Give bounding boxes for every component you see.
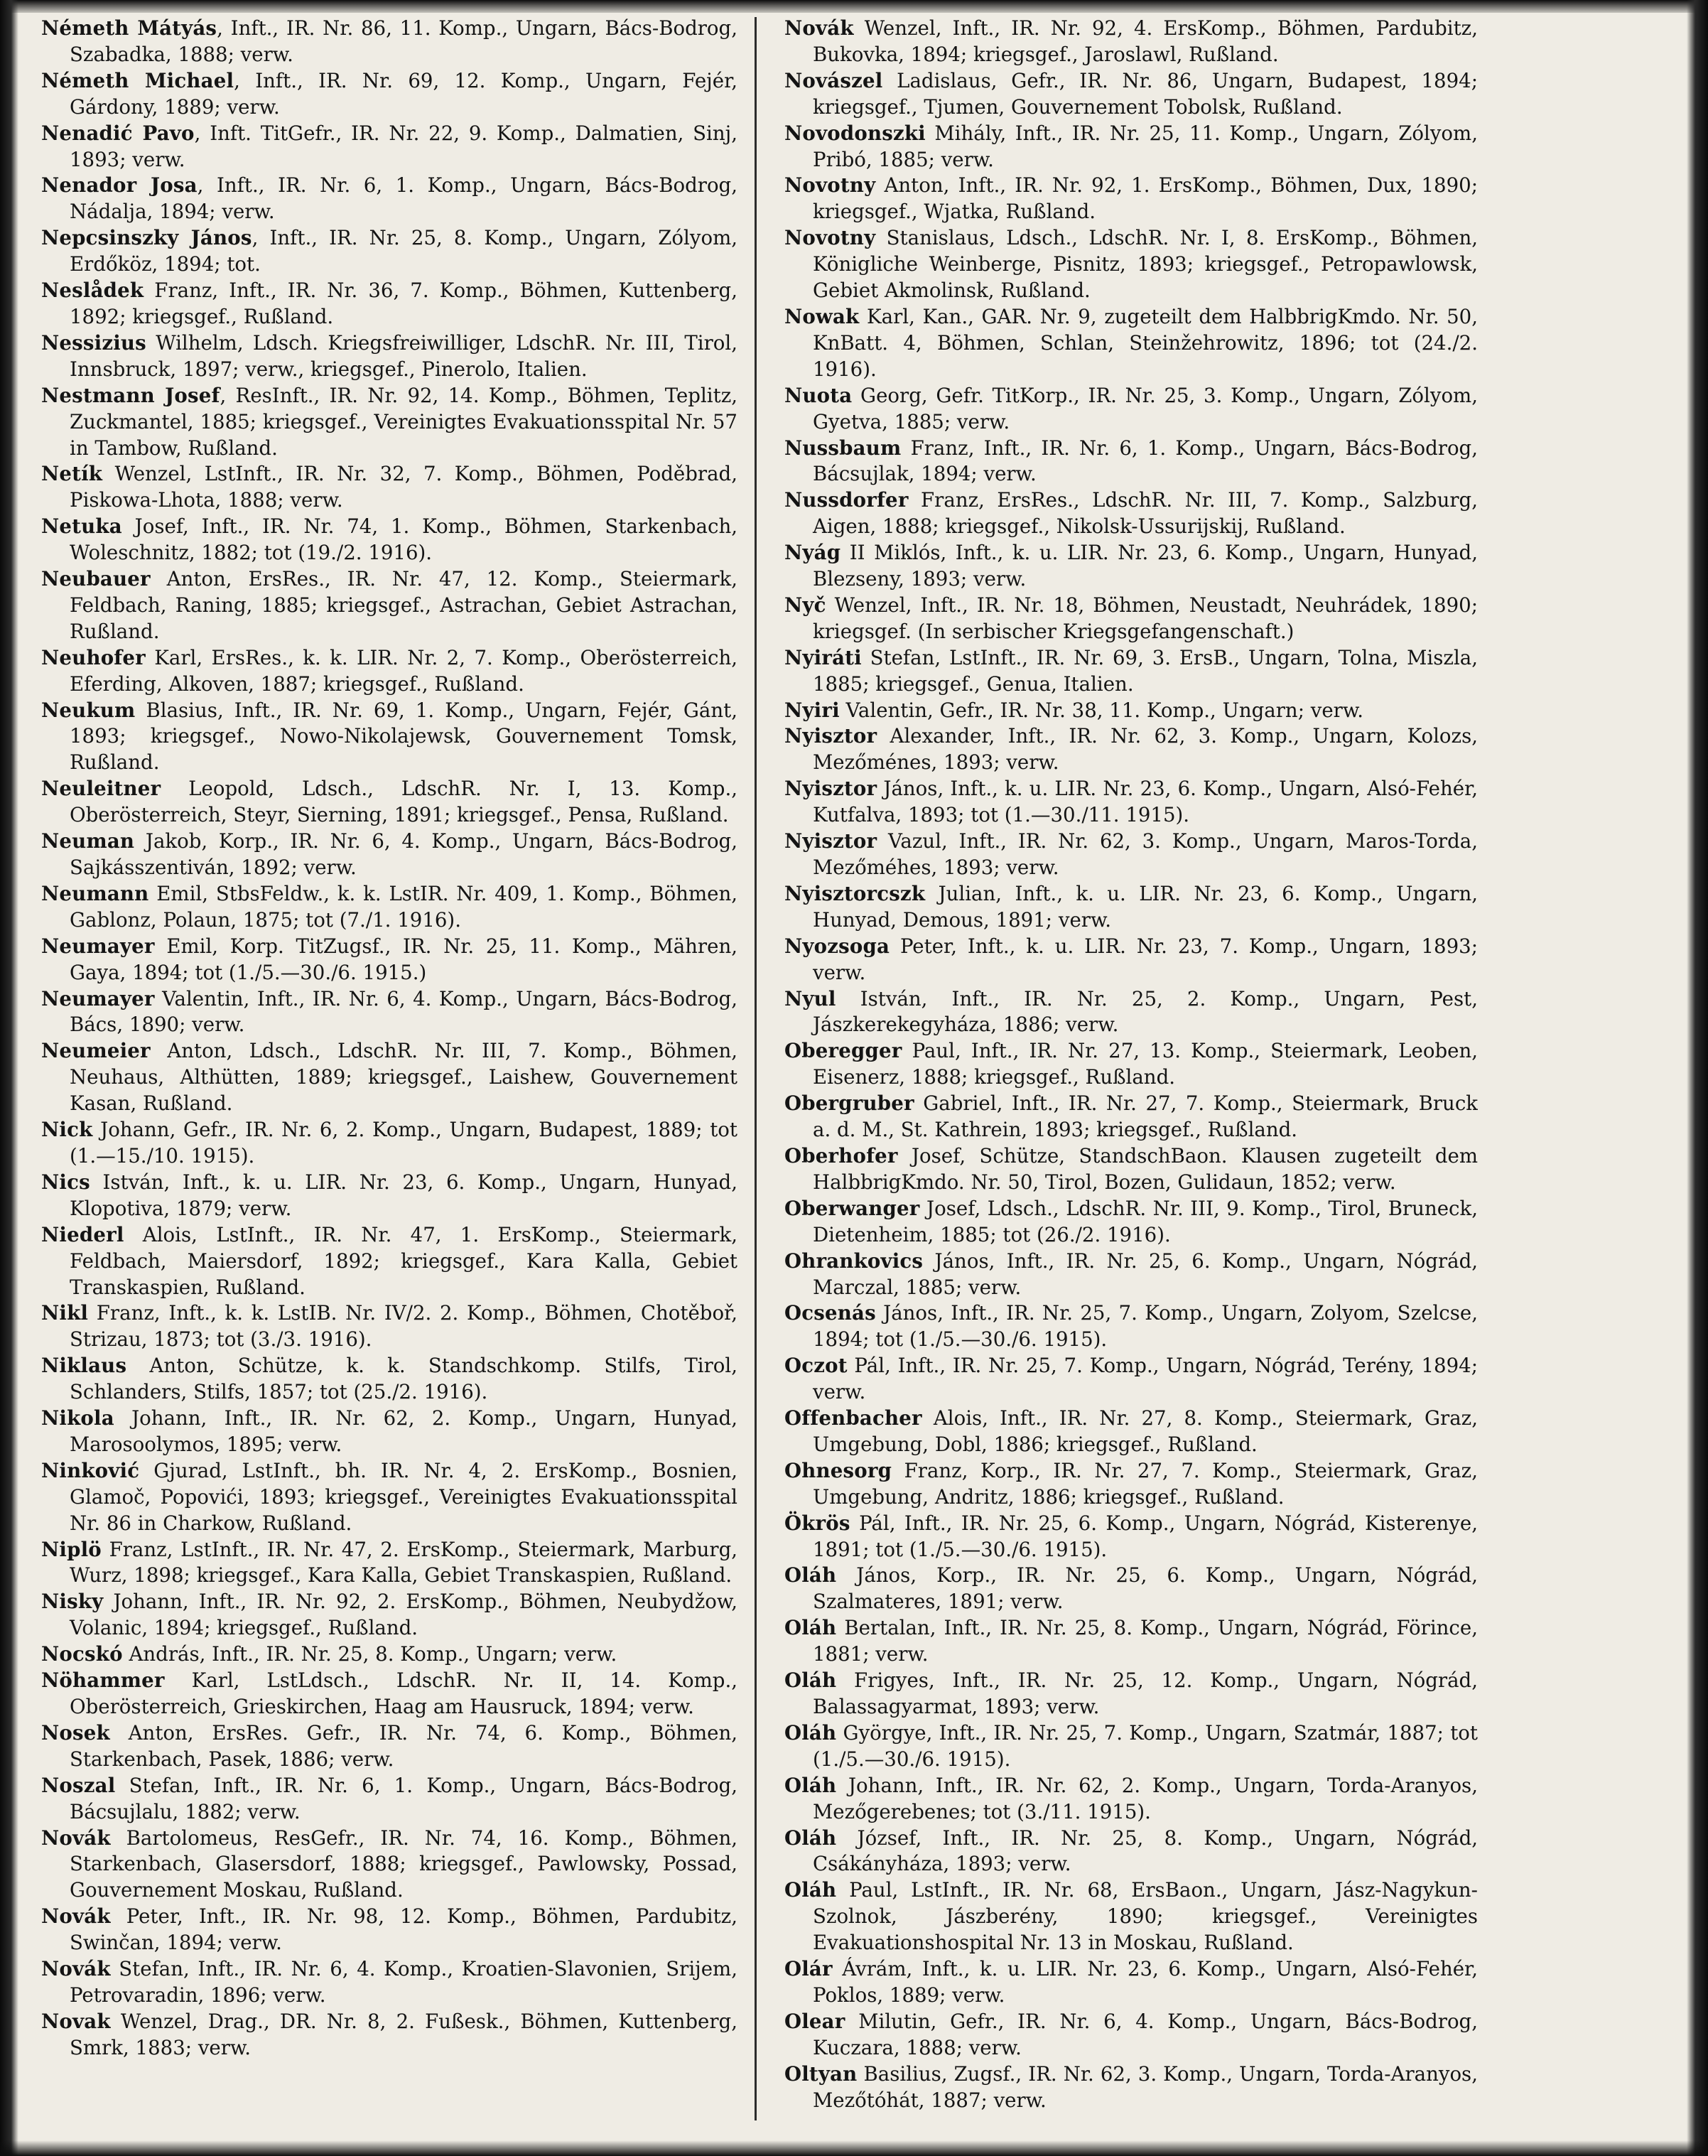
scan-edge-bottom (0, 2140, 1708, 2156)
entry-name: Novák (41, 1904, 111, 1929)
list-entry (784, 645, 1478, 698)
entry-detail: , Inft. TitGefr., IR. Nr. 22, 9. Komp., Dalmatien, Sinj, 1893; verw. (70, 121, 737, 171)
entry-name: Oláh (784, 1669, 837, 1693)
entry-detail: Anton, Ldsch., LdschR. Nr. III, 7. Komp., Böhmen, Neuhaus, Althütten, 1889; kriegsgef., Laishew, Gouvernement Kasan, Rußland. (70, 1039, 737, 1116)
entry-name: Oláh (784, 1826, 837, 1850)
entry-detail: Pál, Inft., IR. Nr. 25, 6. Komp., Ungarn, Nógrád, Kisterenye, 1891; tot (1./5.—30./6. 1915). (813, 1511, 1478, 1561)
list-entry (784, 881, 1478, 934)
entry-detail: Georg, Gefr. TitKorp., IR. Nr. 25, 3. Komp., Ungarn, Zólyom, Gyetva, 1885; verw. (813, 383, 1478, 433)
entry-detail: Milutin, Gefr., IR. Nr. 6, 4. Komp., Ungarn, Bács-Bodrog, Kuczara, 1888; verw. (813, 2009, 1478, 2059)
entry-name: Ninković (41, 1458, 140, 1482)
scan-edge-top (0, 0, 1708, 13)
entry-name: Ökrös (784, 1511, 850, 1535)
entry-detail: Johann, Inft., IR. Nr. 62, 2. Komp., Ungarn, Torda-Aranyos, Mezőgerebenes; tot (3./11. 1915). (813, 1773, 1478, 1823)
entry-detail: János, Korp., IR. Nr. 25, 6. Komp., Ungarn, Nógrád, Szalmateres, 1891; verw. (813, 1563, 1478, 1614)
list-entry (41, 461, 737, 514)
entry-detail: Stefan, Inft., IR. Nr. 6, 1. Komp., Ungarn, Bács-Bodrog, Bácsujlalu, 1882; verw. (70, 1773, 737, 1823)
list-entry (41, 698, 737, 777)
entry-name: Nenador Josa (41, 173, 198, 198)
entry-detail: Peter, Inft., k. u. LIR. Nr. 23, 7. Komp., Ungarn, 1893; verw. (813, 934, 1478, 984)
entry-detail: József, Inft., IR. Nr. 25, 8. Komp., Ungarn, Nógrád, Csákányháza, 1893; verw. (813, 1826, 1478, 1876)
entry-name: Novotny (784, 173, 876, 198)
entry-detail: Valentin, Gefr., IR. Nr. 38, 11. Komp., Ungarn; verw. (839, 698, 1363, 722)
entry-detail: Johann, Inft., IR. Nr. 92, 2. ErsKomp., Böhmen, Neubydžow, Volanic, 1894; kriegsgef., Rußland. (70, 1590, 737, 1640)
entry-name: Olár (784, 1957, 833, 1981)
entry-name: Novászel (784, 68, 883, 92)
entry-name: Németh Michael (41, 68, 234, 92)
entry-detail: Anton, ErsRes., IR. Nr. 47, 12. Komp., Steiermark, Feldbach, Raning, 1885; kriegsgef., Astrachan, Gebiet Astrachan, Rußland. (70, 567, 737, 643)
entry-name: Neumeier (41, 1039, 151, 1063)
list-entry (41, 566, 737, 645)
entry-name: Nepcsinszky János (41, 226, 252, 250)
entry-name: Olear (784, 2009, 845, 2033)
entry-name: Nyiri (784, 698, 840, 722)
entry-name: Nikl (41, 1301, 89, 1325)
list-entry (41, 383, 737, 462)
entry-detail: Mihály, Inft., IR. Nr. 25, 11. Komp., Ungarn, Zólyom, Pribó, 1885; verw. (813, 121, 1478, 171)
list-entry (41, 121, 737, 173)
entry-name: Noszal (41, 1773, 116, 1797)
list-entry (784, 1353, 1478, 1406)
list-entry (784, 593, 1478, 645)
list-entry (784, 1196, 1478, 1249)
list-entry (784, 1615, 1478, 1668)
entry-name: Nessizius (41, 330, 146, 355)
scan-edge-right (1687, 0, 1708, 2156)
list-entry (784, 829, 1478, 881)
entry-name: Nussdorfer (784, 488, 909, 512)
entry-name: Niederl (41, 1222, 124, 1246)
entry-detail: Anton, Inft., IR. Nr. 92, 1. ErsKomp., Böhmen, Dux, 1890; kriegsgef., Wjatka, Rußland. (813, 173, 1478, 224)
entry-detail: Wenzel, LstInft., IR. Nr. 32, 7. Komp., Böhmen, Poděbrad, Piskowa-Lhota, 1888; verw. (70, 462, 737, 512)
entry-detail: Stefan, Inft., IR. Nr. 6, 4. Komp., Kroatien-Slavonien, Srijem, Petrovaradin, 1896; verw. (70, 1957, 737, 2007)
entry-detail: Peter, Inft., IR. Nr. 98, 12. Komp., Böhmen, Pardubitz, Swinčan, 1894; verw. (70, 1904, 737, 1955)
entry-detail: , Inft., IR. Nr. 69, 12. Komp., Ungarn, Fejér, Gárdony, 1889; verw. (70, 68, 737, 119)
entry-name: Oláh (784, 1720, 837, 1745)
list-entry (784, 1249, 1478, 1301)
list-entry (784, 698, 1478, 724)
entry-name: Neuman (41, 829, 135, 853)
entry-name: Nuota (784, 383, 853, 407)
entry-detail: Franz, ErsRes., LdschR. Nr. III, 7. Komp., Salzburg, Aigen, 1888; kriegsgef., Nikolsk-Ussurijskij, Rußland. (813, 488, 1478, 539)
entry-detail: Wilhelm, Ldsch. Kriegsfreiwilliger, LdschR. Nr. III, Tirol, Innsbruck, 1897; verw., kriegsgef., Pinerolo, Italien. (70, 330, 737, 381)
entry-detail: Alexander, Inft., IR. Nr. 62, 3. Komp., Ungarn, Kolozs, Mezőménes, 1893; verw. (813, 724, 1478, 775)
list-entry (41, 1406, 737, 1458)
entry-name: Novak (41, 2009, 111, 2033)
entry-name: Nenadić Pavo (41, 121, 195, 145)
entry-name: Nyul (784, 986, 836, 1010)
list-entry (41, 1956, 737, 2009)
entry-name: Nyisztorcszk (784, 881, 926, 905)
list-entry (41, 934, 737, 986)
entry-detail: Franz, Korp., IR. Nr. 27, 7. Komp., Steiermark, Graz, Umgebung, Andritz, 1886; kriegsgef., Rußland. (813, 1458, 1478, 1509)
list-entry (41, 986, 737, 1039)
entry-detail: Frigyes, Inft., IR. Nr. 25, 12. Komp., Ungarn, Nógrád, Balassagyarmat, 1893; verw. (813, 1669, 1478, 1718)
entry-detail: Josef, Ldsch., LdschR. Nr. III, 9. Komp., Tirol, Bruneck, Dietenheim, 1885; tot (26./2. 1916). (813, 1196, 1478, 1246)
list-entry (41, 1668, 737, 1720)
list-entry (784, 121, 1478, 173)
entry-detail: Blasius, Inft., IR. Nr. 69, 1. Komp., Ungarn, Fejér, Gánt, 1893; kriegsgef., Nowo-Nikolajewsk, Gouvernement Tomsk, Rußland. (70, 698, 737, 775)
entry-detail: István, Inft., IR. Nr. 25, 2. Komp., Ungarn, Pest, Jászkerekegyháza, 1886; verw. (813, 986, 1478, 1037)
list-entry (784, 1091, 1478, 1143)
entry-name: Obergruber (784, 1092, 914, 1116)
list-entry (784, 540, 1478, 593)
entry-detail: Györgye, Inft., IR. Nr. 25, 7. Komp., Ungarn, Szatmár, 1887; tot (1./5.—30./6. 1915). (813, 1720, 1478, 1771)
entry-name: Oltyan (784, 2061, 858, 2086)
list-entry (784, 1668, 1478, 1720)
list-entry (41, 645, 737, 698)
list-entry (41, 1458, 737, 1537)
entry-name: Novák (41, 1957, 111, 1981)
entry-name: Novák (41, 1826, 111, 1850)
list-entry (784, 225, 1478, 304)
list-entry (784, 173, 1478, 225)
list-entry (784, 68, 1478, 121)
entry-name: Ohnesorg (784, 1458, 892, 1482)
entry-name: Nowak (784, 304, 860, 328)
entry-name: Nyisztor (784, 724, 877, 748)
entry-detail: Bartolomeus, ResGefr., IR. Nr. 74, 16. Komp., Böhmen, Starkenbach, Glasersdorf, 1888; kriegsgef., Pawlowsky, Possad, Gouvernement Moskau, Rußland. (70, 1826, 737, 1902)
list-entry (784, 1038, 1478, 1091)
entry-name: Oberwanger (784, 1196, 920, 1220)
entry-name: Oláh (784, 1773, 837, 1797)
list-entry (41, 278, 737, 330)
entry-name: Nisky (41, 1590, 104, 1614)
entry-name: Oláh (784, 1563, 837, 1588)
entry-name: Nocskó (41, 1642, 123, 1666)
entry-name: Nosek (41, 1720, 110, 1745)
entry-name: Neslådek (41, 279, 144, 303)
list-entry (784, 1826, 1478, 1878)
entry-detail: Stanislaus, Ldsch., LdschR. Nr. I, 8. ErsKomp., Böhmen, Königliche Weinberge, Pisnitz, 1893; kriegsgef., Petropawlowsk, Gebiet Akmolinsk, Rußland. (813, 226, 1478, 303)
list-entry (41, 1642, 737, 1668)
list-entry (784, 1143, 1478, 1196)
entry-detail: János, Inft., k. u. LIR. Nr. 23, 6. Komp., Ungarn, Alsó-Fehér, Kutfalva, 1893; tot (1.—30./11. 1915). (813, 777, 1478, 827)
list-entry (41, 881, 737, 934)
entry-detail: Franz, Inft., IR. Nr. 6, 1. Komp., Ungarn, Bács-Bodrog, Bácsujlak, 1894; verw. (813, 436, 1478, 486)
list-entry (784, 1511, 1478, 1563)
list-entry (784, 2061, 1478, 2114)
list-entry (41, 1720, 737, 1773)
entry-detail: Paul, LstInft., IR. Nr. 68, ErsBaon., Ungarn, Jász-Nagykun-Szolnok, Jászberény, 1890; kriegsgef., Vereinigtes Evakuationshospital Nr. 13 in Moskau, Rußland. (813, 1878, 1478, 1955)
entry-name: Németh Mátyás (41, 16, 217, 40)
entry-detail: Jakob, Korp., IR. Nr. 6, 4. Komp., Ungarn, Bács-Bodrog, Sajkásszentiván, 1892; verw. (70, 829, 737, 879)
entry-detail: Anton, Schütze, k. k. Standschkomp. Stilfs, Tirol, Schlanders, Stilfs, 1857; tot (25./2. 1916). (70, 1354, 737, 1404)
list-entry (784, 2009, 1478, 2061)
entry-name: Nestmann Josef (41, 383, 220, 407)
list-entry (41, 1589, 737, 1642)
entry-name: Neubauer (41, 567, 151, 591)
entry-name: Oberegger (784, 1039, 902, 1063)
list-entry (41, 1300, 737, 1353)
list-entry (784, 1300, 1478, 1353)
entry-detail: Stefan, LstInft., IR. Nr. 69, 3. ErsB., Ungarn, Tolna, Miszla, 1885; kriegsgef., Genua, Italien. (813, 645, 1478, 696)
list-entry (784, 1720, 1478, 1773)
entry-name: Nöhammer (41, 1669, 165, 1693)
entry-detail: Bertalan, Inft., IR. Nr. 25, 8. Komp., Ungarn, Nógrád, Förince, 1881; verw. (813, 1616, 1478, 1666)
list-entry (41, 1222, 737, 1301)
entry-name: Oczot (784, 1354, 848, 1378)
entry-name: Niklaus (41, 1354, 127, 1378)
entry-detail: Johann, Gefr., IR. Nr. 6, 2. Komp., Ungarn, Budapest, 1889; tot (1.—15./10. 1915). (70, 1118, 737, 1168)
list-entry (41, 1904, 737, 1956)
entry-detail: Pál, Inft., IR. Nr. 25, 7. Komp., Ungarn, Nógrád, Terény, 1894; verw. (813, 1354, 1478, 1404)
entry-detail: Karl, Kan., GAR. Nr. 9, zugeteilt dem HalbbrigKmdo. Nr. 50, KnBatt. 4, Böhmen, Schlan, Steinžehrowitz, 1896; tot (24./2. 1916). (813, 304, 1478, 381)
entry-detail: Wenzel, Inft., IR. Nr. 18, Böhmen, Neustadt, Neuhrádek, 1890; kriegsgef. (In serbischer Kriegsgefangenschaft.) (813, 593, 1478, 643)
list-entry (41, 1826, 737, 1904)
entry-detail: Wenzel, Inft., IR. Nr. 92, 4. ErsKomp., Böhmen, Pardubitz, Bukovka, 1894; kriegsgef., Jaroslawl, Rußland. (813, 16, 1478, 66)
right-column (784, 16, 1478, 2140)
entry-name: Oláh (784, 1616, 837, 1640)
list-entry (784, 934, 1478, 986)
entry-detail: Anton, ErsRes. Gefr., IR. Nr. 74, 6. Komp., Böhmen, Starkenbach, Pasek, 1886; verw. (70, 1720, 737, 1771)
list-entry (41, 829, 737, 881)
entry-detail: Emil, Korp. TitZugsf., IR. Nr. 25, 11. Komp., Mähren, Gaya, 1894; tot (1./5.—30./6. 1915.) (70, 934, 737, 984)
list-entry (41, 1537, 737, 1590)
list-entry (41, 1170, 737, 1222)
list-entry (41, 225, 737, 278)
entry-name: Neuleitner (41, 777, 161, 801)
list-entry (41, 1038, 737, 1117)
entry-name: Nyč (784, 593, 826, 617)
entry-detail: János, Inft., IR. Nr. 25, 6. Komp., Ungarn, Nógrád, Marczal, 1885; verw. (813, 1249, 1478, 1299)
list-entry (41, 2009, 737, 2061)
entry-name: Novotny (784, 226, 876, 250)
entry-detail: Gabriel, Inft., IR. Nr. 27, 7. Komp., Steiermark, Bruck a. d. M., St. Kathrein, 1893; kriegsgef., Rußland. (813, 1092, 1478, 1142)
entry-name: Neumayer (41, 986, 155, 1010)
entry-detail: Alois, Inft., IR. Nr. 27, 8. Komp., Steiermark, Graz, Umgebung, Dobl, 1886; kriegsgef., Rußland. (813, 1406, 1478, 1456)
entry-detail: Karl, LstLdsch., LdschR. Nr. II, 14. Komp., Oberösterreich, Grieskirchen, Haag am Hausruck, 1894; verw. (70, 1669, 737, 1718)
list-entry (41, 1117, 737, 1170)
entry-detail: Basilius, Zugsf., IR. Nr. 62, 3. Komp., Ungarn, Torda-Aranyos, Mezőtóhát, 1887; verw. (813, 2061, 1478, 2112)
entry-detail: István, Inft., k. u. LIR. Nr. 23, 6. Komp., Ungarn, Hunyad, Klopotiva, 1879; verw. (70, 1170, 737, 1220)
entry-detail: Franz, Inft., IR. Nr. 36, 7. Komp., Böhmen, Kuttenberg, 1892; kriegsgef., Rußland. (70, 279, 737, 328)
entry-name: Nussbaum (784, 436, 902, 460)
list-entry (784, 383, 1478, 436)
entry-detail: Alois, LstInft., IR. Nr. 47, 1. ErsKomp., Steiermark, Feldbach, Maiersdorf, 1892; kriegsgef., Kara Kalla, Gebiet Transkaspien, Rußland. (70, 1222, 737, 1299)
entry-name: Nick (41, 1118, 93, 1142)
entry-name: Nikola (41, 1406, 114, 1430)
entry-name: Ohrankovics (784, 1249, 924, 1273)
entry-name: Nyág (784, 541, 841, 565)
entry-detail: Wenzel, Drag., DR. Nr. 8, 2. Fußesk., Böhmen, Kuttenberg, Smrk, 1883; verw. (70, 2009, 737, 2059)
entry-name: Novák (784, 16, 854, 40)
column-divider (755, 17, 757, 2120)
entry-detail: Emil, StbsFeldw., k. k. LstIR. Nr. 409, 1. Komp., Böhmen, Gablonz, Polaun, 1875; tot (7./1. 1916). (70, 881, 737, 932)
list-entry (784, 1458, 1478, 1511)
entry-detail: , Inft., IR. Nr. 6, 1. Komp., Ungarn, Bács-Bodrog, Nádalja, 1894; verw. (70, 173, 737, 224)
entry-name: Neukum (41, 698, 136, 722)
list-entry (784, 986, 1478, 1039)
list-entry (784, 1773, 1478, 1826)
entry-name: Nics (41, 1170, 90, 1194)
entry-name: Netuka (41, 514, 122, 539)
list-entry (784, 487, 1478, 540)
list-entry (784, 776, 1478, 829)
entry-detail: Ávrám, Inft., k. u. LIR. Nr. 23, 6. Komp., Ungarn, Alsó-Fehér, Poklos, 1889; verw. (813, 1957, 1478, 2007)
entry-name: Offenbacher (784, 1406, 922, 1430)
entry-name: Nyiráti (784, 645, 862, 669)
entry-detail: Julian, Inft., k. u. LIR. Nr. 23, 6. Komp., Ungarn, Hunyad, Demous, 1891; verw. (813, 881, 1478, 932)
entry-detail: , Inft., IR. Nr. 86, 11. Komp., Ungarn, Bács-Bodrog, Szabadka, 1888; verw. (70, 16, 737, 66)
entry-name: Novodonszki (784, 121, 926, 145)
entry-detail: János, Inft., IR. Nr. 25, 7. Komp., Ungarn, Zolyom, Szelcse, 1894; tot (1./5.—30./6. 1915). (813, 1301, 1478, 1352)
entry-name: Niplö (41, 1537, 102, 1561)
list-entry (41, 1353, 737, 1406)
entry-name: Oláh (784, 1878, 837, 1902)
left-column (41, 16, 737, 2140)
entry-detail: Franz, Inft., k. k. LstIB. Nr. IV/2. 2. Komp., Böhmen, Chotěboř, Strizau, 1873; tot (3./3. 1916). (70, 1301, 737, 1352)
entry-detail: Karl, ErsRes., k. k. LIR. Nr. 2, 7. Komp., Oberösterreich, Eferding, Alkoven, 1887; kriegsgef., Rußland. (70, 645, 737, 696)
entry-detail: Josef, Inft., IR. Nr. 74, 1. Komp., Böhmen, Starkenbach, Woleschnitz, 1882; tot (19./2. 1916). (70, 514, 737, 565)
list-entry (784, 304, 1478, 383)
entry-detail: , ResInft., IR. Nr. 92, 14. Komp., Böhmen, Teplitz, Zuckmantel, 1885; kriegsgef., Vereinigtes Evakuationsspital Nr. 57 in Tambow, Rußland. (70, 383, 737, 460)
list-entry (784, 1877, 1478, 1956)
list-entry (41, 16, 737, 68)
entry-name: Oberhofer (784, 1143, 898, 1168)
scan-edge-left (0, 0, 18, 2156)
entry-name: Neumann (41, 881, 149, 905)
list-entry (784, 1956, 1478, 2009)
entry-detail: II Miklós, Inft., k. u. LIR. Nr. 23, 6. Komp., Ungarn, Hunyad, Blezseny, 1893; verw. (813, 541, 1478, 591)
entry-detail: Paul, Inft., IR. Nr. 27, 13. Komp., Steiermark, Leoben, Eisenerz, 1888; kriegsgef., Rußland. (813, 1039, 1478, 1089)
list-entry (41, 68, 737, 121)
list-entry (41, 330, 737, 383)
list-entry (784, 436, 1478, 488)
list-entry (784, 1406, 1478, 1458)
entry-name: Nyisztor (784, 829, 877, 853)
entry-detail: Gjurad, LstInft., bh. IR. Nr. 4, 2. ErsKomp., Bosnien, Glamoč, Popovići, 1893; kriegsgef., Vereinigtes Evakuationsspital Nr. 86 in Charkow, Rußland. (70, 1458, 737, 1535)
entry-name: Nyisztor (784, 777, 877, 801)
entry-detail: Johann, Inft., IR. Nr. 62, 2. Komp., Ungarn, Hunyad, Marosoolymos, 1895; verw. (70, 1406, 737, 1456)
entry-name: Neumayer (41, 934, 155, 958)
entry-name: Nyozsoga (784, 934, 890, 958)
entry-detail: Vazul, Inft., IR. Nr. 62, 3. Komp., Ungarn, Maros-Torda, Mezőméhes, 1893; verw. (813, 829, 1478, 879)
entry-detail: Valentin, Inft., IR. Nr. 6, 4. Komp., Ungarn, Bács-Bodrog, Bács, 1890; verw. (70, 986, 737, 1037)
entry-detail: Leopold, Ldsch., LdschR. Nr. I, 13. Komp., Oberösterreich, Steyr, Sierning, 1891; kriegsgef., Pensa, Rußland. (70, 777, 737, 827)
entry-detail: Josef, Schütze, StandschBaon. Klausen zugeteilt dem HalbbrigKmdo. Nr. 50, Tirol, Bozen, Gulidaun, 1852; verw. (813, 1143, 1478, 1194)
entry-detail: Ladislaus, Gefr., IR. Nr. 86, Ungarn, Budapest, 1894; kriegsgef., Tjumen, Gouvernement Tobolsk, Rußland. (813, 68, 1478, 119)
list-entry (784, 16, 1478, 68)
entry-name: Neuhofer (41, 645, 146, 669)
list-entry (41, 514, 737, 566)
entry-detail: Franz, LstInft., IR. Nr. 47, 2. ErsKomp., Steiermark, Marburg, Wurz, 1898; kriegsgef., Kara Kalla, Gebiet Transkaspien, Rußland. (70, 1537, 737, 1588)
entry-name: Netík (41, 462, 103, 486)
list-entry (41, 776, 737, 829)
entry-detail: , Inft., IR. Nr. 25, 8. Komp., Ungarn, Zólyom, Erdőköz, 1894; tot. (70, 226, 737, 276)
list-entry (784, 723, 1478, 776)
entry-name: Ocsenás (784, 1301, 876, 1325)
list-entry (41, 173, 737, 225)
list-entry (41, 1773, 737, 1826)
list-entry (784, 1563, 1478, 1615)
entry-detail: András, Inft., IR. Nr. 25, 8. Komp., Ungarn; verw. (122, 1642, 617, 1666)
